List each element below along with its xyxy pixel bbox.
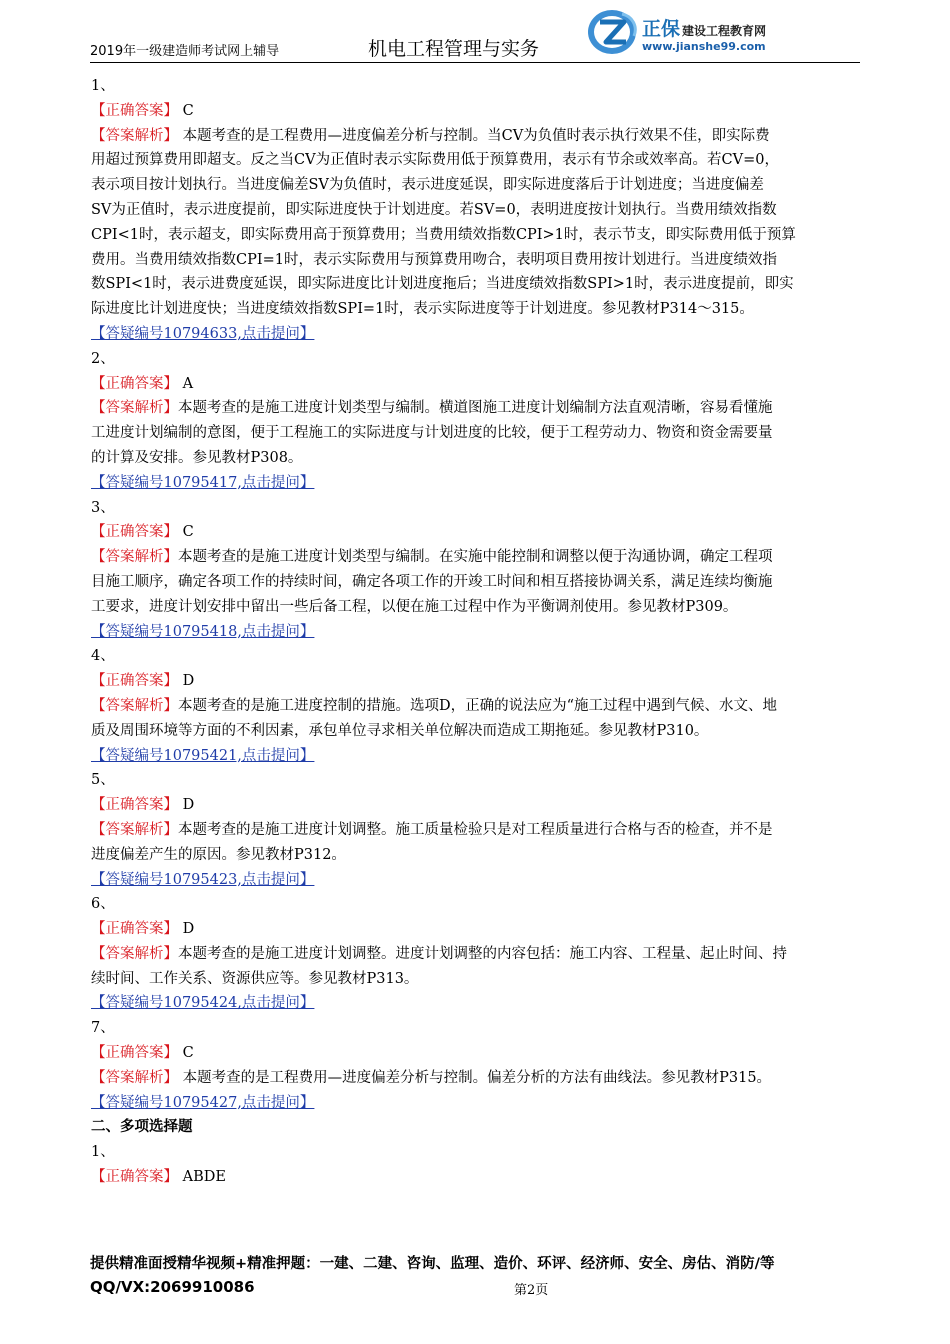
correct-answer-value: A bbox=[178, 375, 194, 392]
analysis-label: 【答案解析】 bbox=[91, 400, 178, 417]
answer-item bbox=[91, 892, 863, 1016]
analysis-line bbox=[91, 124, 863, 149]
logo-title bbox=[642, 14, 766, 41]
correct-answer-value: C bbox=[178, 1045, 194, 1062]
ask-question-link[interactable]: 【答疑编号10795427,点击提问】 bbox=[91, 1094, 315, 1111]
footer-promo: 提供精准面授精华视频+精准押题：一建、二建、咨询、监理、造价、环评、经济师、安全、房估、消防/等 bbox=[90, 1256, 775, 1272]
analysis-text: 工要求，进度计划安排中留出一些后备工程，以便在施工过程中作为平衡调剂使用。参见教材P309。 bbox=[91, 598, 738, 615]
correct-answer-row bbox=[91, 1165, 863, 1190]
analysis-text: SV为正值时，表示进度提前，即实际进度快于计划进度。若SV=0，表明进度按计划执行。当费用绩效指数 bbox=[91, 201, 777, 218]
analysis-line bbox=[91, 545, 863, 570]
correct-answer-row bbox=[91, 372, 863, 397]
correct-answer-value: C bbox=[178, 524, 194, 541]
brand-logo[interactable] bbox=[586, 8, 766, 60]
correct-answer-row bbox=[91, 1041, 863, 1066]
analysis-text: 进度偏差产生的原因。参见教材P312。 bbox=[91, 846, 346, 863]
question-number: 3、 bbox=[91, 499, 115, 516]
analysis-text: 续时间、工作关系、资源供应等。参见教材P313。 bbox=[91, 970, 419, 987]
answer-item bbox=[91, 496, 863, 645]
analysis-text: 本题考查的是工程费用—进度偏差分析与控制。偏差分析的方法有曲线法。参见教材P315。 bbox=[178, 1069, 772, 1086]
correct-answer-value: C bbox=[178, 102, 194, 119]
correct-answer-row bbox=[91, 520, 863, 545]
question-number: 1、 bbox=[91, 1144, 115, 1161]
analysis-text: 表示项目按计划执行。当进度偏差SV为负值时，表示进度延误，即实际进度落后于计划进度；当进度偏差 bbox=[91, 177, 764, 194]
analysis-text: 本题考查的是工程费用—进度偏差分析与控制。当CV为负值时表示执行效果不佳，即实际费 bbox=[178, 127, 770, 144]
ask-question-link[interactable]: 【答疑编号10795423,点击提问】 bbox=[91, 871, 315, 888]
ask-question-link[interactable]: 【答疑编号10795424,点击提问】 bbox=[91, 995, 315, 1012]
correct-answer-label: 【正确答案】 bbox=[91, 921, 178, 938]
page-number: 第2页 bbox=[514, 1283, 549, 1298]
ask-question-link[interactable]: 【答疑编号10795418,点击提问】 bbox=[91, 623, 315, 640]
analysis-text: 数SPI<1时，表示进费度延误，即实际进度比计划进度拖后；当进度绩效指数SPI>1时，表示进度提前，即实 bbox=[91, 276, 794, 293]
analysis-text: 际进度比计划进度快；当进度绩效指数SPI=1时，表示实际进度等于计划进度。参见教材P314～315。 bbox=[91, 301, 754, 318]
footer-contact: QQ/VX:2069910086 bbox=[90, 1278, 255, 1296]
answer-item bbox=[91, 644, 863, 768]
analysis-text: 工进度计划编制的意图，便于工程施工的实际进度与计划进度的比较，便于工程劳动力、物资和资金需要量 bbox=[91, 425, 773, 442]
correct-answer-row bbox=[91, 669, 863, 694]
zhengbao-logo-icon bbox=[586, 8, 640, 56]
analysis-text: 目施工顺序，确定各项工作的持续时间，确定各项工作的开竣工时间和相互搭接协调关系，满足连续均衡施 bbox=[91, 573, 773, 590]
analysis-label: 【答案解析】 bbox=[91, 697, 178, 714]
analysis-text: 本题考查的是施工进度计划调整。施工质量检验只是对工程质量进行合格与否的检查，并不是 bbox=[178, 821, 773, 838]
analysis-label: 【答案解析】 bbox=[91, 1069, 178, 1086]
correct-answer-label: 【正确答案】 bbox=[91, 673, 178, 690]
question-number: 1、 bbox=[91, 78, 115, 94]
analysis-text: 的计算及安排。参见教材P308。 bbox=[91, 449, 303, 466]
correct-answer-value: ABDE bbox=[178, 1169, 226, 1186]
correct-answer-label: 【正确答案】 bbox=[91, 797, 178, 814]
correct-answer-row bbox=[91, 99, 863, 124]
analysis-text: CPI<1时，表示超支，即实际费用高于预算费用；当费用绩效指数CPI>1时，表示节支，即实际费用低于预算 bbox=[91, 226, 796, 243]
logo-subtitle: 建设工程教育网 bbox=[682, 24, 767, 38]
section-title: 二、多项选择题 bbox=[91, 1119, 193, 1136]
analysis-line bbox=[91, 694, 863, 719]
ask-question-link[interactable]: 【答疑编号10795421,点击提问】 bbox=[91, 747, 315, 764]
analysis-text: 本题考查的是施工进度控制的措施。选项D，正确的说法应为“施工过程中遇到气候、水文、地 bbox=[178, 697, 778, 714]
question-number: 4、 bbox=[91, 648, 115, 665]
correct-answer-label: 【正确答案】 bbox=[91, 524, 178, 541]
analysis-line bbox=[91, 942, 863, 967]
analysis-label: 【答案解析】 bbox=[91, 549, 178, 566]
question-number: 5、 bbox=[91, 772, 115, 789]
correct-answer-label: 【正确答案】 bbox=[91, 102, 178, 119]
analysis-line bbox=[91, 396, 863, 421]
correct-answer-label: 【正确答案】 bbox=[91, 1169, 178, 1186]
correct-answer-value: D bbox=[178, 797, 195, 814]
correct-answer-row bbox=[91, 917, 863, 942]
page-header bbox=[90, 0, 860, 63]
answer-item bbox=[91, 74, 863, 347]
question-number: 2、 bbox=[91, 350, 115, 367]
answer-item bbox=[91, 347, 863, 496]
answers-content bbox=[91, 74, 863, 1190]
correct-answer-value: D bbox=[178, 921, 195, 938]
ask-question-link[interactable]: 【答疑编号10794633,点击提问】 bbox=[91, 325, 315, 342]
ask-question-link[interactable]: 【答疑编号10795417,点击提问】 bbox=[91, 474, 315, 491]
logo-url[interactable]: www.jianshe99.com bbox=[642, 40, 766, 53]
answer-item bbox=[91, 768, 863, 892]
analysis-text: 本题考查的是施工进度计划类型与编制。横道图施工进度计划编制方法直观清晰，容易看懂施 bbox=[178, 400, 773, 417]
analysis-text: 质及周围环境等方面的不利因素，承包单位寻求相关单位解决而造成工期拖延。参见教材P310。 bbox=[91, 722, 709, 739]
answer-item bbox=[91, 1016, 863, 1115]
logo-name: 正保 bbox=[642, 18, 681, 40]
question-number: 6、 bbox=[91, 896, 115, 913]
correct-answer-label: 【正确答案】 bbox=[91, 375, 178, 392]
analysis-text: 用超过预算费用即超支。反之当CV为正值时表示实际费用低于预算费用，表示有节余或效率高。若CV=0， bbox=[91, 152, 780, 169]
correct-answer-row bbox=[91, 793, 863, 818]
analysis-line bbox=[91, 818, 863, 843]
analysis-label: 【答案解析】 bbox=[91, 127, 178, 144]
analysis-label: 【答案解析】 bbox=[91, 945, 178, 962]
analysis-text: 本题考查的是施工进度计划调整。进度计划调整的内容包括：施工内容、工程量、起止时间、持 bbox=[178, 945, 787, 962]
header-subject-title: 机电工程管理与实务 bbox=[368, 38, 540, 60]
analysis-line bbox=[91, 1066, 863, 1091]
analysis-label: 【答案解析】 bbox=[91, 821, 178, 838]
correct-answer-value: D bbox=[178, 673, 195, 690]
analysis-text: 费用。当费用绩效指数CPI=1时，表示实际费用与预算费用吻合，表明项目费用按计划进行。当进度绩效指 bbox=[91, 251, 777, 268]
correct-answer-label: 【正确答案】 bbox=[91, 1045, 178, 1062]
analysis-text: 本题考查的是施工进度计划类型与编制。在实施中能控制和调整以便于沟通协调，确定工程项 bbox=[178, 549, 773, 566]
question-number: 7、 bbox=[91, 1020, 115, 1037]
header-exam-title: 2019年一级建造师考试网上辅导 bbox=[90, 44, 280, 59]
